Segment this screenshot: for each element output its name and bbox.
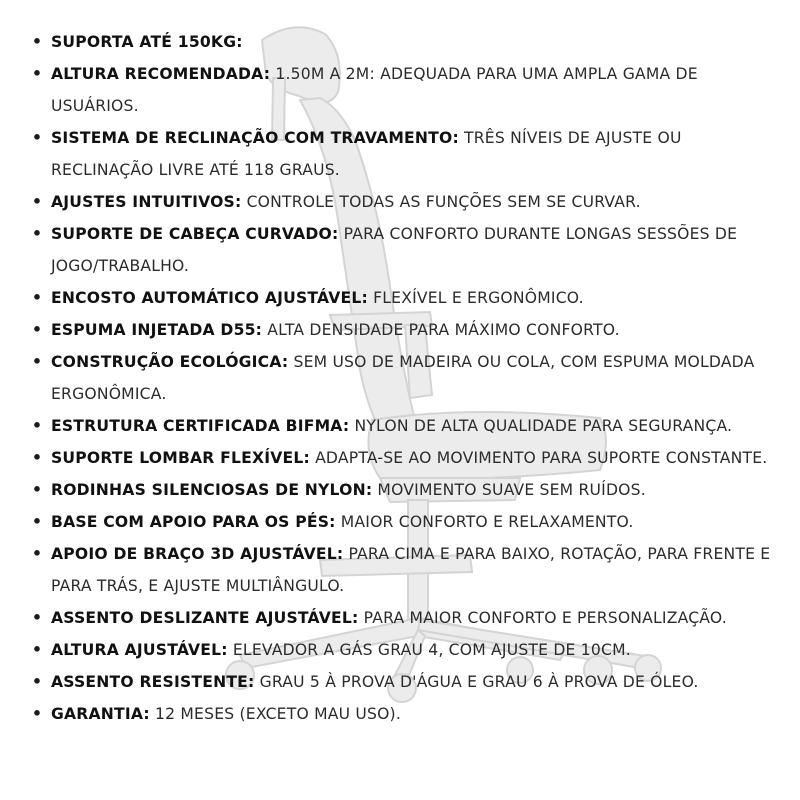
feature-label: APOIO DE BRAÇO 3D AJUSTÁVEL: — [51, 545, 344, 563]
bullet-icon: • — [32, 417, 43, 435]
feature-item — [30, 474, 780, 506]
feature-text: 12 MESES (EXCETO MAU USO). — [149, 705, 401, 723]
feature-item — [30, 186, 780, 218]
feature-item — [30, 218, 780, 282]
feature-label: CONSTRUÇÃO ECOLÓGICA: — [51, 353, 289, 371]
feature-item — [30, 346, 780, 410]
feature-text: PARA CIMA E PARA BAIXO, ROTAÇÃO, PARA FRENTE E PARA TRÁS, E AJUSTE MULTIÂNGULO. — [51, 545, 771, 595]
bullet-icon: • — [32, 609, 43, 627]
feature-label: AJUSTES INTUITIVOS: — [51, 193, 242, 211]
feature-text: ADAPTA-SE AO MOVIMENTO PARA SUPORTE CONSTANTE. — [309, 449, 768, 467]
bullet-icon: • — [32, 225, 43, 243]
feature-text: ELEVADOR A GÁS GRAU 4, COM AJUSTE DE 10CM. — [227, 641, 631, 659]
bullet-icon: • — [32, 33, 43, 51]
feature-label: RODINHAS SILENCIOSAS DE NYLON: — [51, 481, 373, 499]
feature-label: SISTEMA DE RECLINAÇÃO COM TRAVAMENTO: — [51, 129, 459, 147]
feature-text: GRAU 5 À PROVA D'ÁGUA E GRAU 6 À PROVA DE ÓLEO. — [254, 673, 699, 691]
feature-label: ASSENTO RESISTENTE: — [51, 673, 255, 691]
feature-item — [30, 26, 780, 58]
feature-label: ENCOSTO AUTOMÁTICO AJUSTÁVEL: — [51, 289, 368, 307]
feature-text: PARA CONFORTO DURANTE LONGAS SESSÕES DE JOGO/TRABALHO. — [51, 225, 738, 275]
feature-item — [30, 698, 780, 730]
bullet-icon: • — [32, 449, 43, 467]
feature-item — [30, 314, 780, 346]
feature-label: ESPUMA INJETADA D55: — [51, 321, 263, 339]
feature-label: SUPORTA ATÉ 150KG: — [51, 33, 243, 51]
feature-text: MOVIMENTO SUAVE SEM RUÍDOS. — [372, 481, 646, 499]
bullet-icon: • — [32, 641, 43, 659]
feature-text: FLEXÍVEL E ERGONÔMICO. — [367, 289, 584, 307]
feature-item — [30, 58, 780, 122]
feature-item — [30, 634, 780, 666]
feature-text: MAIOR CONFORTO E RELAXAMENTO. — [335, 513, 634, 531]
feature-label: ESTRUTURA CERTIFICADA BIFMA: — [51, 417, 350, 435]
bullet-icon: • — [32, 65, 43, 83]
feature-label: GARANTIA: — [51, 705, 150, 723]
bullet-icon: • — [32, 321, 43, 339]
feature-text: CONTROLE TODAS AS FUNÇÕES SEM SE CURVAR. — [241, 193, 641, 211]
feature-item — [30, 282, 780, 314]
bullet-icon: • — [32, 513, 43, 531]
feature-item — [30, 506, 780, 538]
feature-label: ASSENTO DESLIZANTE AJUSTÁVEL: — [51, 609, 359, 627]
feature-label: SUPORTE DE CABEÇA CURVADO: — [51, 225, 339, 243]
feature-text: NYLON DE ALTA QUALIDADE PARA SEGURANÇA. — [349, 417, 733, 435]
feature-item — [30, 666, 780, 698]
feature-item — [30, 122, 780, 186]
feature-text: 1.50M A 2M: ADEQUADA PARA UMA AMPLA GAMA DE USUÁRIOS. — [51, 65, 698, 115]
bullet-icon: • — [32, 353, 43, 371]
feature-text: PARA MAIOR CONFORTO E PERSONALIZAÇÃO. — [358, 609, 727, 627]
bullet-icon: • — [32, 129, 43, 147]
feature-text: SEM USO DE MADEIRA OU COLA, COM ESPUMA MOLDADA ERGONÔMICA. — [51, 353, 755, 403]
bullet-icon: • — [32, 705, 43, 723]
feature-label: ALTURA AJUSTÁVEL: — [51, 641, 228, 659]
feature-label: SUPORTE LOMBAR FLEXÍVEL: — [51, 449, 310, 467]
feature-item — [30, 410, 780, 442]
feature-label: BASE COM APOIO PARA OS PÉS: — [51, 513, 336, 531]
feature-item — [30, 602, 780, 634]
bullet-icon: • — [32, 289, 43, 307]
bullet-icon: • — [32, 481, 43, 499]
feature-label: ALTURA RECOMENDADA: — [51, 65, 271, 83]
bullet-icon: • — [32, 193, 43, 211]
bullet-icon: • — [32, 673, 43, 691]
feature-text: ALTA DENSIDADE PARA MÁXIMO CONFORTO. — [262, 321, 620, 339]
bullet-icon: • — [32, 545, 43, 563]
feature-item — [30, 442, 780, 474]
feature-list — [30, 26, 780, 730]
feature-item — [30, 538, 780, 602]
feature-text: TRÊS NÍVEIS DE AJUSTE OU RECLINAÇÃO LIVRE ATÉ 118 GRAUS. — [51, 129, 682, 179]
